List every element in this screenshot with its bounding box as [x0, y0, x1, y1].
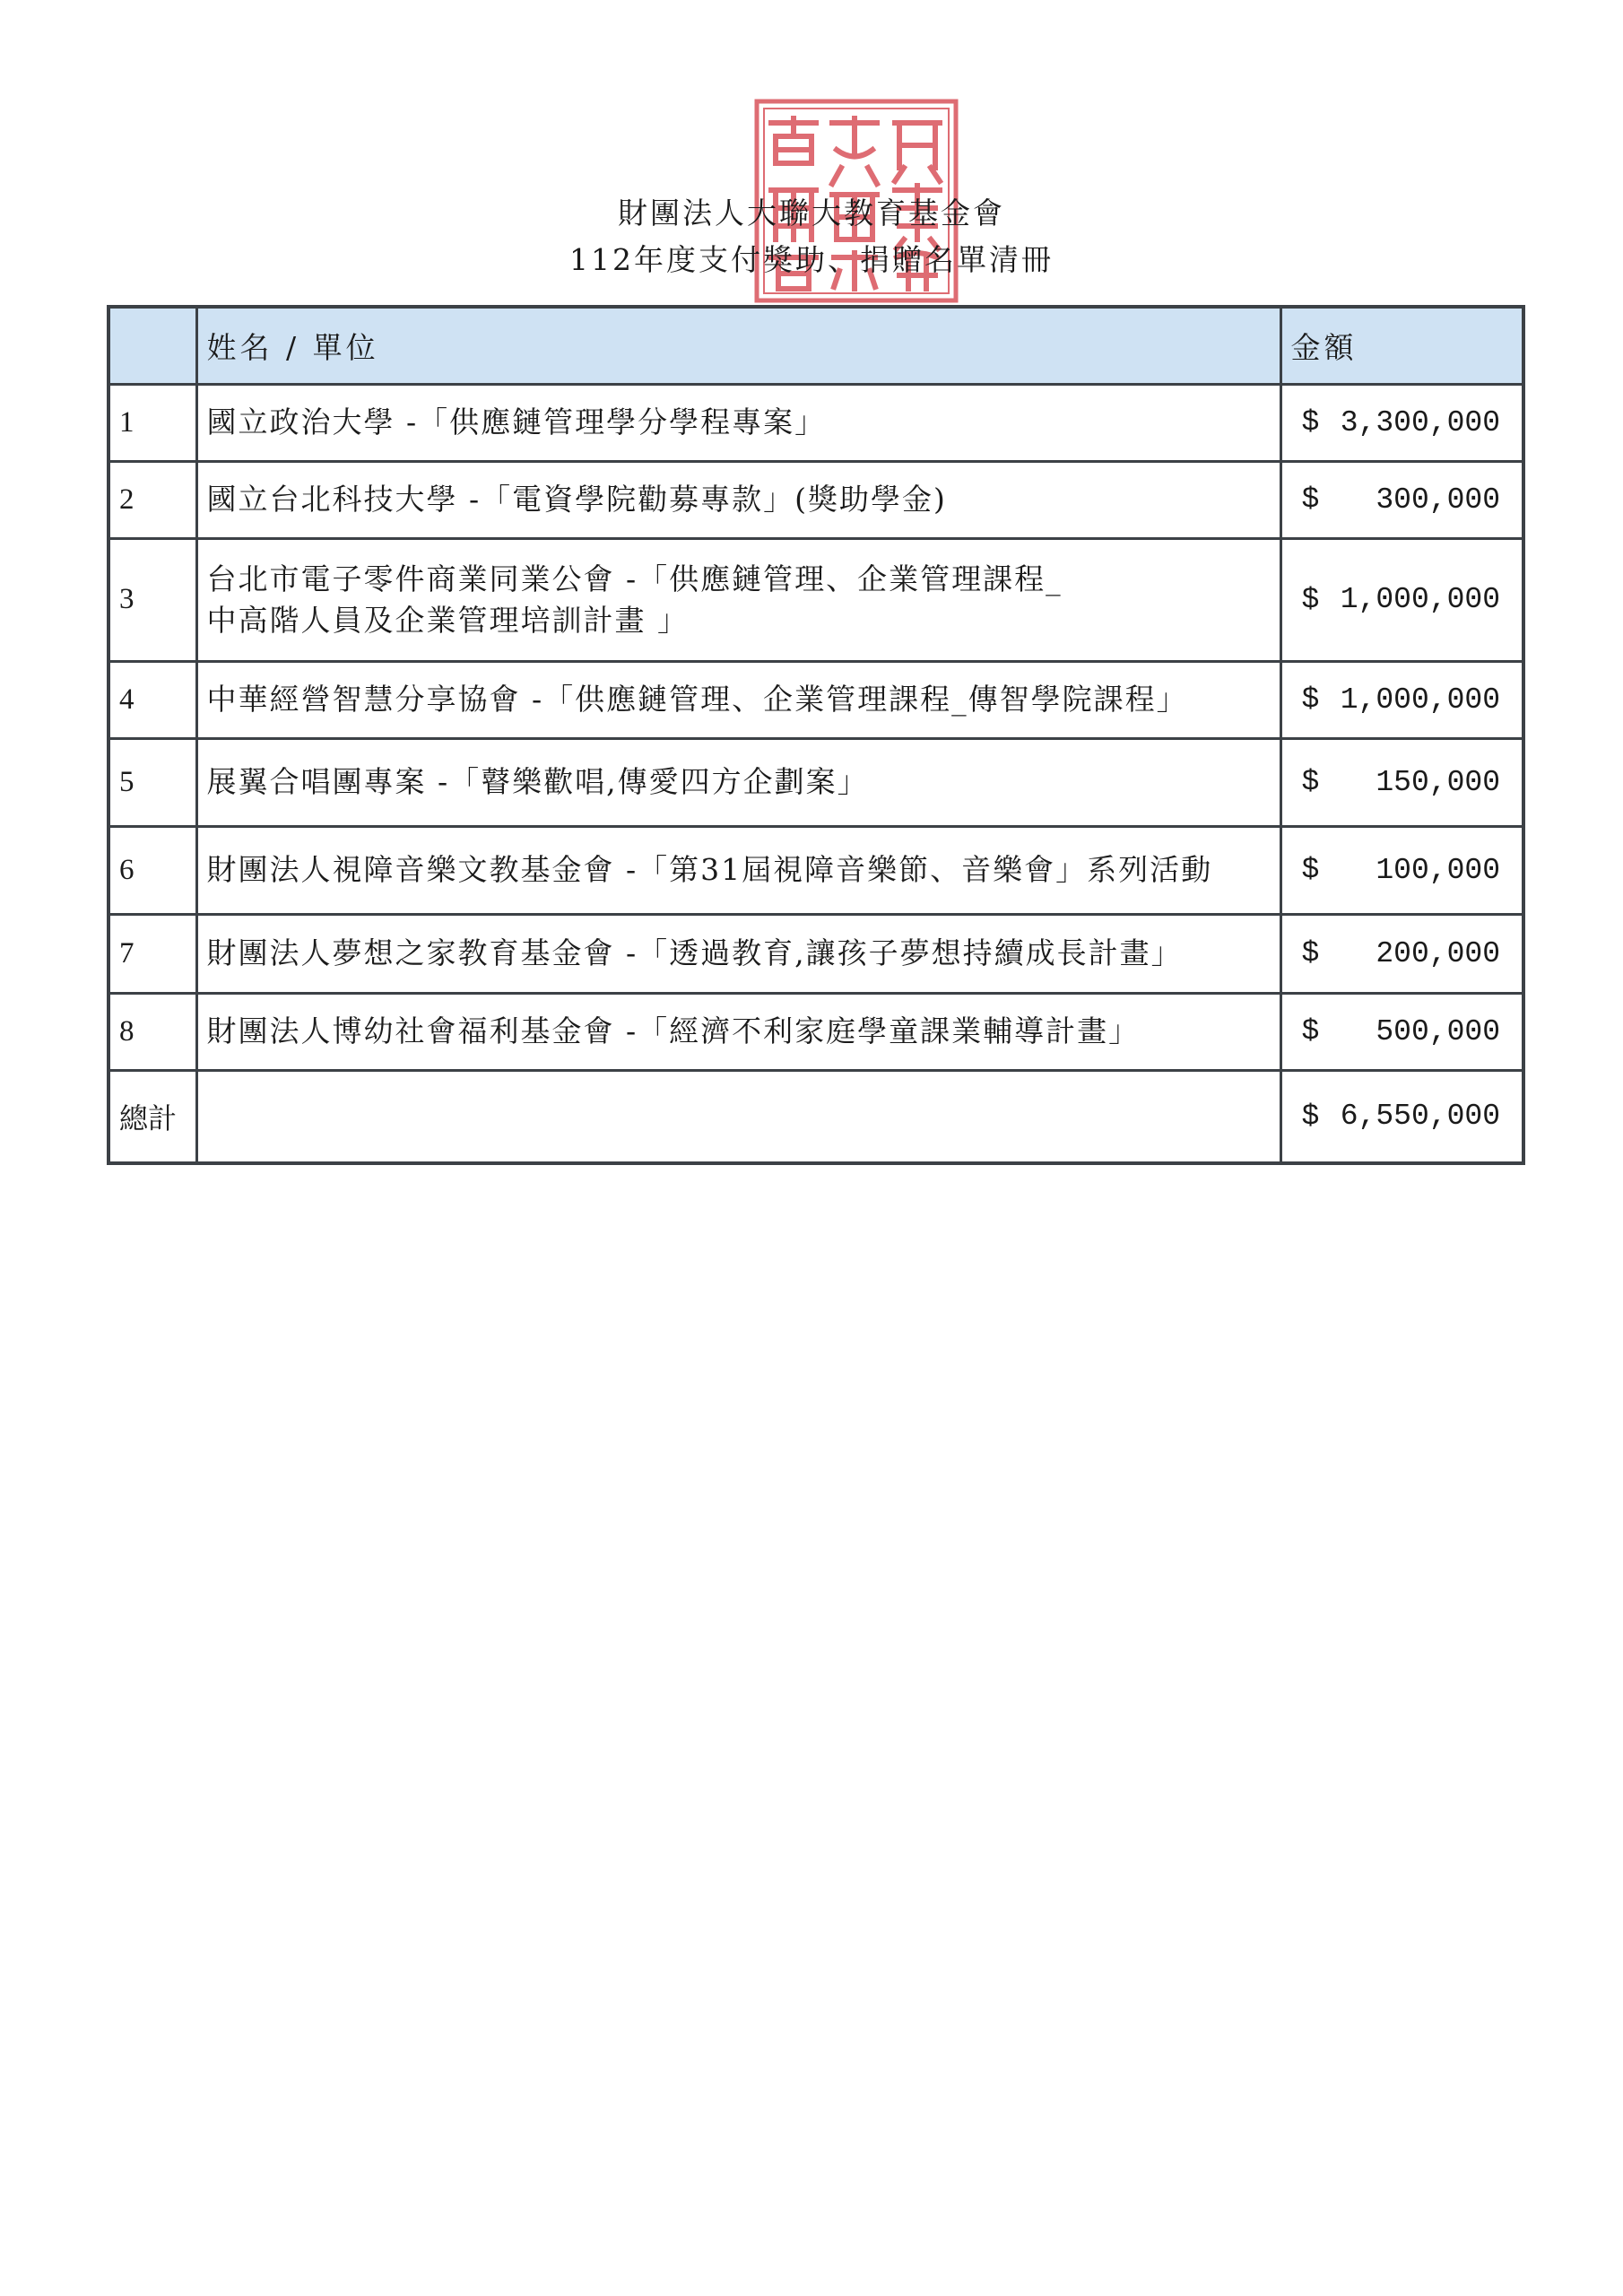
- table-row: [108, 384, 1523, 461]
- amount-cell: [1280, 384, 1523, 461]
- table-header-row: [108, 307, 1523, 384]
- table-row: [108, 993, 1523, 1070]
- currency-symbol: $: [1301, 405, 1320, 439]
- recipient-name: [196, 993, 1280, 1070]
- table-row: [108, 738, 1523, 826]
- amount-value: 150,000: [1376, 765, 1500, 799]
- recipient-name-line: 財團法人視障音樂文教基金會 -「第31屆視障音樂節、音樂會」系列活動: [206, 852, 1213, 887]
- currency-symbol: $: [1301, 1014, 1320, 1048]
- recipient-name: [196, 914, 1280, 993]
- recipient-name: [196, 661, 1280, 738]
- recipient-name: [196, 826, 1280, 914]
- currency-symbol: $: [1301, 1100, 1320, 1133]
- amount-value: 100,000: [1376, 853, 1500, 887]
- amount-cell: [1280, 461, 1523, 538]
- column-header-number: [108, 307, 196, 384]
- recipient-name-line: 財團法人夢想之家教育基金會 -「透過教育,讓孩子夢想持續成長計畫」: [206, 935, 1183, 970]
- currency-symbol: $: [1301, 583, 1320, 616]
- row-number: 2: [108, 461, 196, 538]
- table-row: [108, 538, 1523, 661]
- row-number: 6: [108, 826, 196, 914]
- table-row: [108, 461, 1523, 538]
- currency-symbol: $: [1301, 483, 1320, 517]
- currency-symbol: $: [1301, 683, 1320, 717]
- currency-symbol: $: [1301, 936, 1320, 970]
- recipient-name-line: 中高階人員及企業管理培訓計畫 」: [206, 602, 689, 638]
- recipient-name-line: 中華經營智慧分享協會 -「供應鏈管理、企業管理課程_傳智學院課程」: [206, 682, 1188, 717]
- amount-value: 200,000: [1376, 936, 1500, 970]
- recipient-name: [196, 538, 1280, 661]
- recipient-name-line: 國立台北科技大學 -「電資學院勸募專款」(獎助學金): [206, 482, 947, 517]
- amount-cell: [1280, 738, 1523, 826]
- total-row: [108, 1070, 1523, 1163]
- document-header: [0, 190, 1623, 283]
- total-amount-value: 6,550,000: [1340, 1100, 1500, 1133]
- grants-table: [107, 305, 1525, 1165]
- amount-cell: [1280, 661, 1523, 738]
- amount-cell: [1280, 826, 1523, 914]
- row-number: 3: [108, 538, 196, 661]
- row-number: 8: [108, 993, 196, 1070]
- recipient-name: [196, 461, 1280, 538]
- row-number: 7: [108, 914, 196, 993]
- column-header-amount: 金額: [1280, 307, 1523, 384]
- row-number: 4: [108, 661, 196, 738]
- amount-value: 3,300,000: [1340, 405, 1500, 439]
- total-empty-cell: [196, 1070, 1280, 1163]
- table-row: [108, 826, 1523, 914]
- recipient-name: [196, 384, 1280, 461]
- recipient-name-line: 國立政治大學 -「供應鏈管理學分學程專案」: [206, 404, 827, 439]
- amount-cell: [1280, 914, 1523, 993]
- recipient-name-line: 台北市電子零件商業同業公會 -「供應鏈管理、企業管理課程_: [206, 561, 1063, 596]
- amount-value: 1,000,000: [1340, 583, 1500, 616]
- table-row: [108, 914, 1523, 993]
- row-number: 5: [108, 738, 196, 826]
- amount-value: 500,000: [1376, 1014, 1500, 1048]
- recipient-name-line: 財團法人博幼社會福利基金會 -「經濟不利家庭學童課業輔導計畫」: [206, 1013, 1141, 1048]
- row-number: 1: [108, 384, 196, 461]
- total-amount-cell: [1280, 1070, 1523, 1163]
- currency-symbol: $: [1301, 853, 1320, 887]
- amount-cell: [1280, 993, 1523, 1070]
- amount-value: 1,000,000: [1340, 683, 1500, 717]
- organization-name: 財團法人大聯大教育基金會: [618, 196, 1005, 230]
- amount-cell: [1280, 538, 1523, 661]
- amount-value: 300,000: [1376, 483, 1500, 517]
- recipient-name: [196, 738, 1280, 826]
- total-label: 總計: [108, 1070, 196, 1163]
- column-header-name: 姓名 / 單位: [196, 307, 1280, 384]
- table-row: [108, 661, 1523, 738]
- currency-symbol: $: [1301, 765, 1320, 799]
- recipient-name-line: 展翼合唱團專案 -「瞽樂歡唱,傳愛四方企劃案」: [206, 764, 869, 799]
- document-title: 112年度支付獎助、捐贈名單清冊: [569, 242, 1054, 277]
